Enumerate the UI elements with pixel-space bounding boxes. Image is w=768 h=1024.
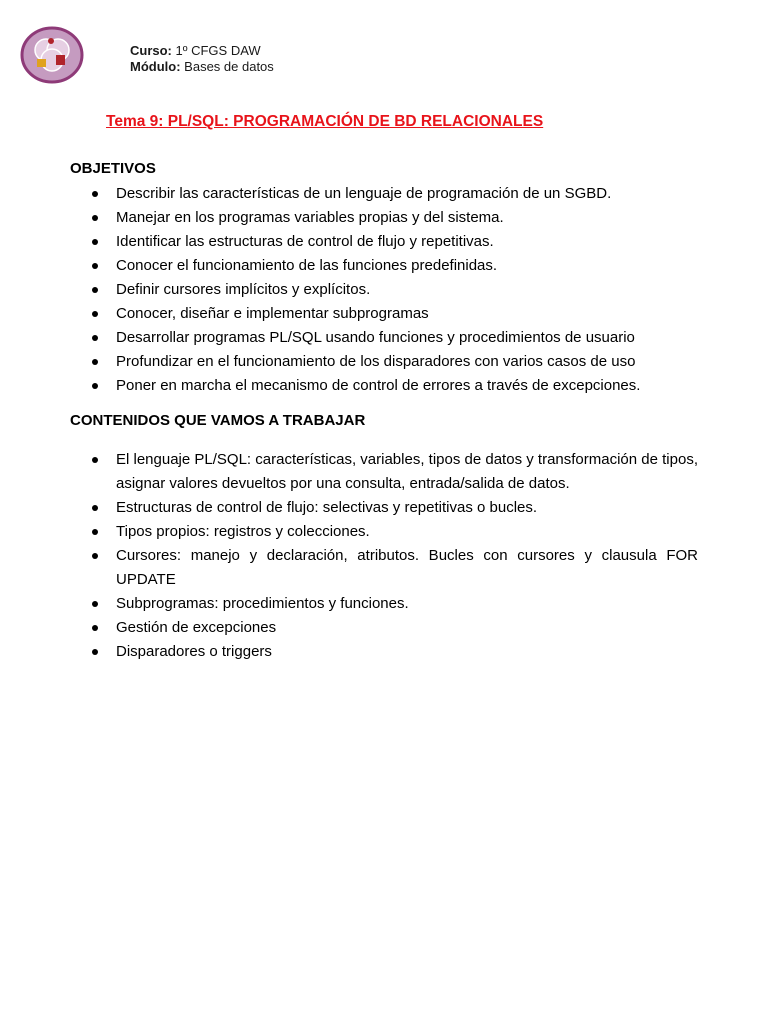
course-info — [130, 43, 274, 75]
objective-item: Desarrollar programas PL/SQL usando funciones y procedimientos de usuario — [70, 326, 730, 350]
course-value: 1º CFGS DAW — [175, 43, 261, 58]
module-label: Módulo: — [130, 59, 181, 74]
school-logo — [20, 26, 84, 84]
objective-item: Manejar en los programas variables propias y del sistema. — [70, 206, 730, 230]
content-item: Cursores: manejo y declaración, atributos. Bucles con cursores y clausula FOR UPDATE — [70, 544, 698, 592]
objectives-heading: OBJETIVOS — [70, 160, 156, 177]
content-item: El lenguaje PL/SQL: características, variables, tipos de datos y transformación de tipos, asignar valores devueltos por una consulta, entrada/salida de datos. — [70, 448, 698, 496]
objective-item: Describir las características de un lenguaje de programación de un SGBD. — [70, 182, 730, 206]
objective-item: Conocer el funcionamiento de las funciones predefinidas. — [70, 254, 730, 278]
page-title: Tema 9: PL/SQL: PROGRAMACIÓN DE BD RELACIONALES — [106, 113, 544, 130]
content-item: Tipos propios: registros y colecciones. — [70, 520, 698, 544]
content-item: Estructuras de control de flujo: selectivas y repetitivas o bucles. — [70, 496, 698, 520]
contents-heading: CONTENIDOS QUE VAMOS A TRABAJAR — [70, 412, 366, 429]
contents-list — [70, 448, 698, 664]
objective-item: Profundizar en el funcionamiento de los disparadores con varios casos de uso — [70, 350, 730, 374]
content-item: Gestión de excepciones — [70, 616, 698, 640]
objective-item: Definir cursores implícitos y explícitos. — [70, 278, 730, 302]
course-label: Curso: — [130, 43, 172, 58]
module-value: Bases de datos — [184, 59, 274, 74]
objectives-list — [70, 182, 730, 398]
objective-item: Poner en marcha el mecanismo de control de errores a través de excepciones. — [70, 374, 730, 398]
content-item: Subprogramas: procedimientos y funciones. — [70, 592, 698, 616]
objective-item: Identificar las estructuras de control de flujo y repetitivas. — [70, 230, 730, 254]
objective-item: Conocer, diseñar e implementar subprogramas — [70, 302, 730, 326]
content-item: Disparadores o triggers — [70, 640, 698, 664]
module-line — [130, 59, 274, 75]
course-line — [130, 43, 274, 59]
